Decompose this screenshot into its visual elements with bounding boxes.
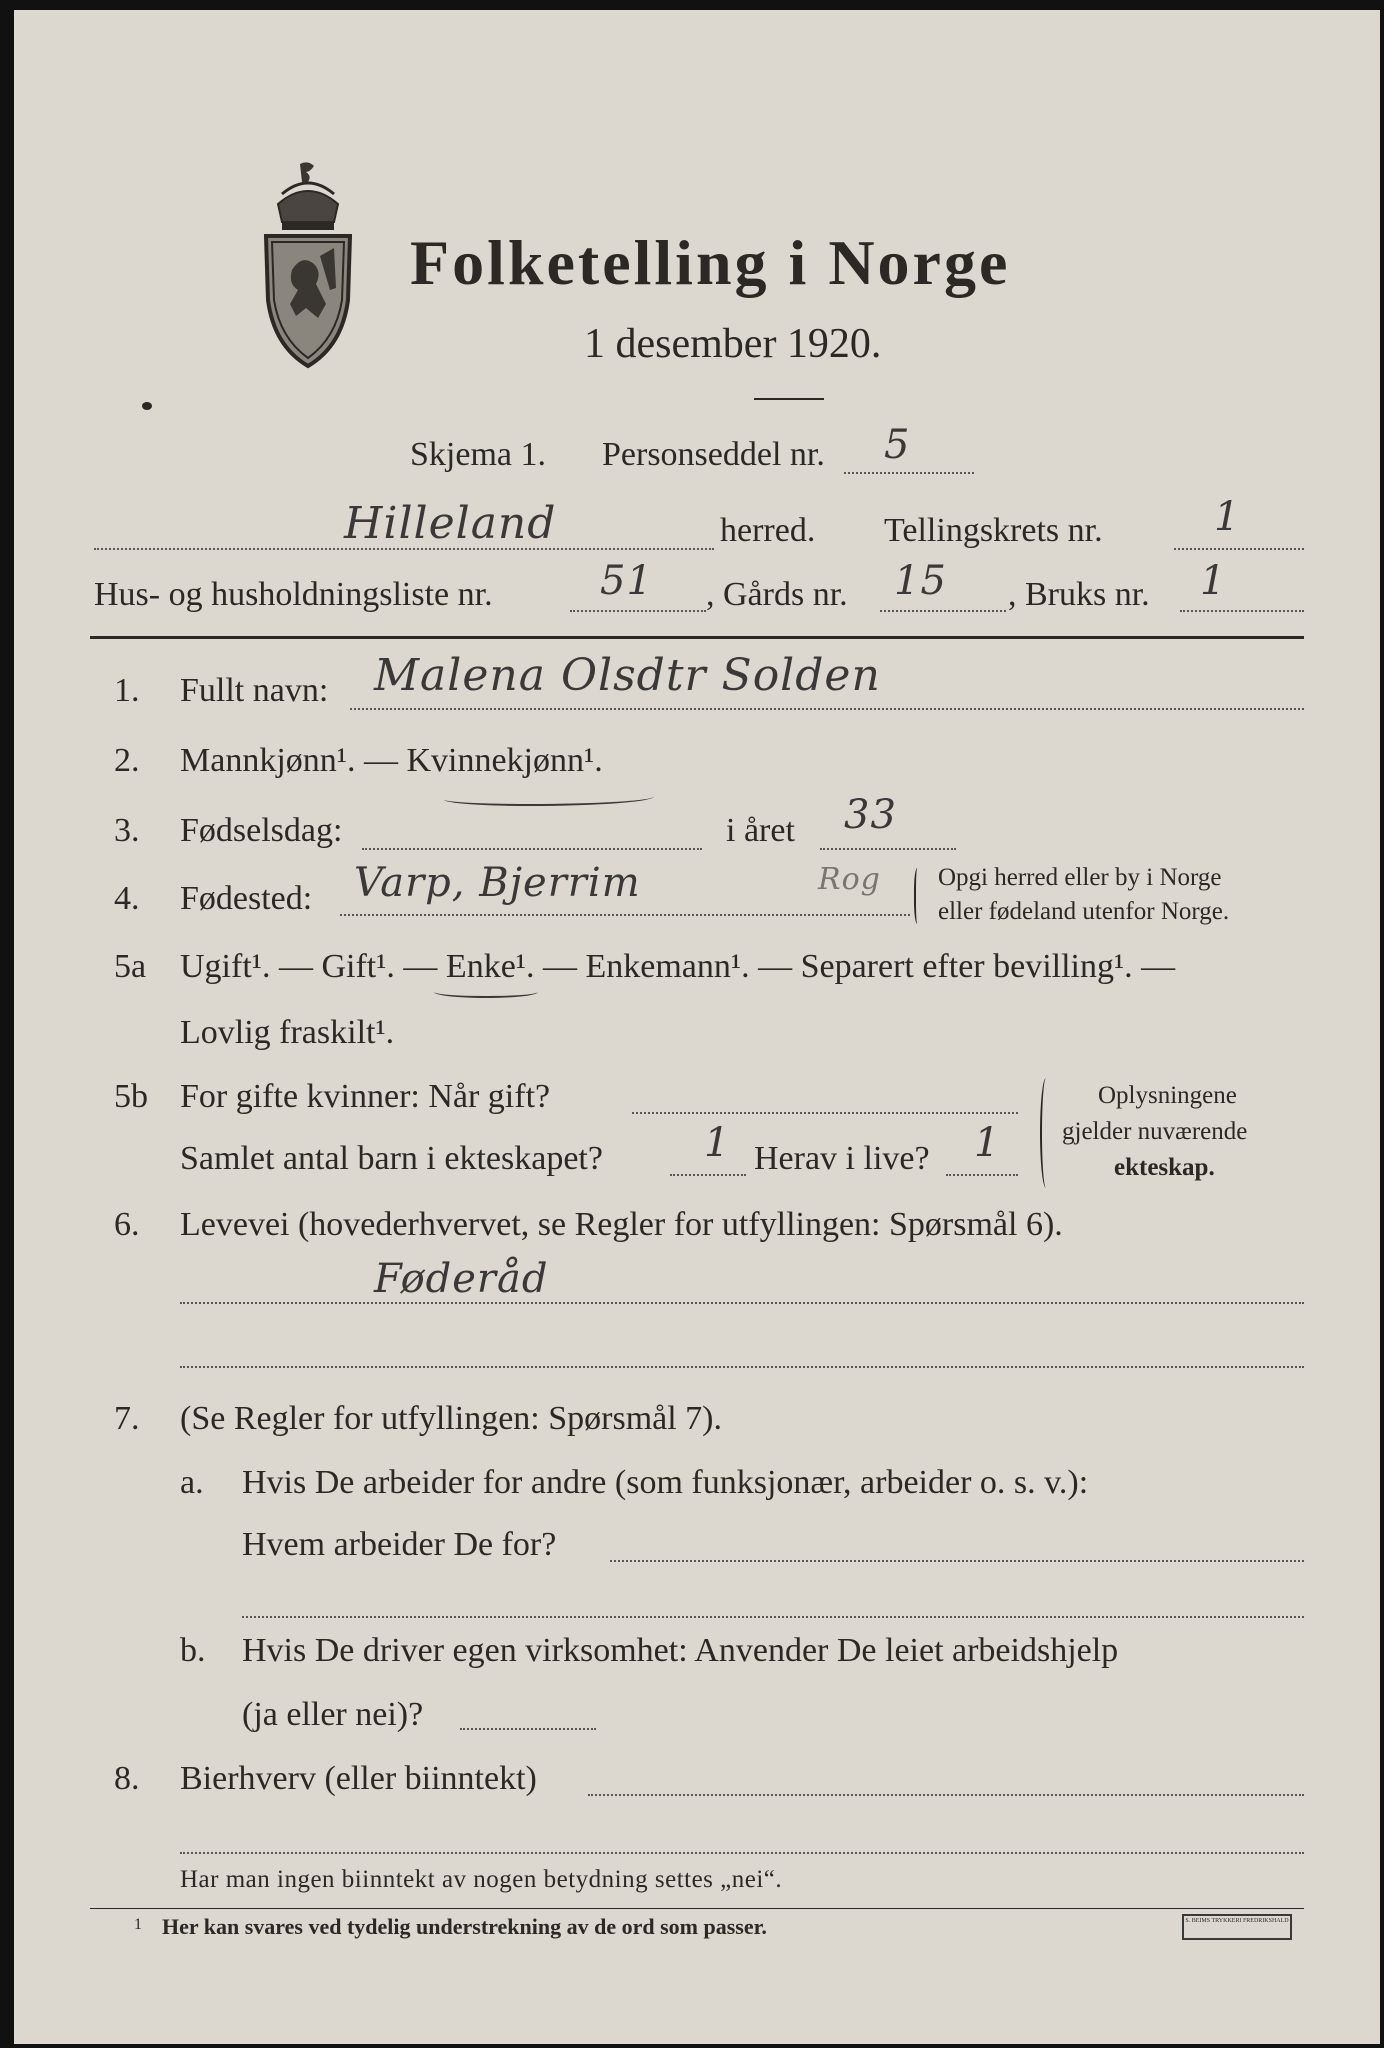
census-form-page bbox=[14, 10, 1380, 2044]
tellingskrets-label: Tellingskrets nr. bbox=[884, 512, 1103, 549]
q2-number: 2. bbox=[114, 742, 140, 779]
marital-options-2: Lovlig fraskilt¹. bbox=[180, 1014, 395, 1051]
footnote-text: Her kan svares ved tydelig understrekning av de ord som passer. bbox=[162, 1914, 767, 1939]
side-income-label: Bierhverv (eller biinntekt) bbox=[180, 1760, 537, 1797]
alive-line bbox=[946, 1174, 1018, 1176]
q3-label: Fødselsdag: bbox=[180, 812, 343, 849]
bruks-value: 1 bbox=[1200, 558, 1227, 604]
q5b-note-line1: Oplysningene bbox=[1098, 1082, 1237, 1109]
footnote-mark: 1 bbox=[134, 1916, 142, 1933]
year-label: i året bbox=[726, 812, 795, 849]
q7b-letter: b. bbox=[180, 1632, 206, 1669]
birthplace-note-line1: Opgi herred eller by i Norge bbox=[938, 864, 1222, 891]
q5b-note-line3: ekteskap. bbox=[1114, 1154, 1215, 1181]
personseddel-value: 5 bbox=[884, 422, 911, 468]
alive-label: Herav i live? bbox=[754, 1140, 930, 1177]
occupation-line-2 bbox=[180, 1366, 1304, 1368]
title-divider bbox=[754, 398, 824, 400]
gards-line bbox=[880, 610, 1006, 612]
employer-line bbox=[610, 1560, 1304, 1562]
q4-brace bbox=[914, 868, 922, 924]
gards-value: 15 bbox=[894, 558, 947, 604]
q6-number: 6. bbox=[114, 1206, 140, 1243]
birthplace-note-line2: eller fødeland utenfor Norge. bbox=[938, 898, 1230, 925]
herred-value: Hilleland bbox=[344, 498, 557, 549]
marital-underline bbox=[434, 986, 538, 998]
q7a-letter: a. bbox=[180, 1464, 204, 1501]
coat-of-arms-icon bbox=[262, 160, 354, 370]
section-rule bbox=[90, 636, 1304, 639]
year-line bbox=[820, 848, 956, 850]
birth-year-value: 33 bbox=[844, 792, 897, 838]
q8-number: 8. bbox=[114, 1760, 140, 1797]
personseddel-label: Personseddel nr. bbox=[602, 436, 825, 473]
gards-label: , Gårds nr. bbox=[706, 576, 848, 613]
q5b-number: 5b bbox=[114, 1078, 148, 1115]
q1-label: Fullt navn: bbox=[180, 672, 329, 709]
hired-help-label: (ja eller nei)? bbox=[242, 1696, 424, 1733]
q7-number: 7. bbox=[114, 1400, 140, 1437]
birthplace-line bbox=[340, 914, 910, 916]
q5b-brace bbox=[1040, 1078, 1052, 1188]
children-line bbox=[670, 1174, 746, 1176]
children-label: Samlet antal barn i ekteskapet? bbox=[180, 1140, 603, 1177]
hus-line bbox=[570, 610, 706, 612]
schema-label: Skjema 1. bbox=[410, 436, 546, 473]
birthplace-extra: Rog bbox=[818, 862, 881, 897]
full-name-value: Malena Olsdtr Solden bbox=[374, 650, 881, 701]
birthplace-value: Varp, Bjerrim bbox=[354, 860, 641, 906]
ink-dot bbox=[142, 402, 152, 410]
occupation-label: Levevei (hovederhvervet, se Regler for utfyllingen: Spørsmål 6). bbox=[180, 1206, 1063, 1243]
q7b-text: Hvis De driver egen virksomhet: Anvender De leiet arbeidshjelp bbox=[242, 1632, 1119, 1669]
occupation-line-1 bbox=[180, 1302, 1304, 1304]
q1-line bbox=[350, 708, 1304, 710]
census-date: 1 desember 1920. bbox=[584, 321, 882, 367]
occupation-value: Føderåd bbox=[374, 1256, 549, 1302]
hus-label: Hus- og husholdningsliste nr. bbox=[94, 576, 493, 613]
footnote-rule bbox=[90, 1908, 1304, 1909]
gender-underline bbox=[444, 790, 654, 806]
q5a-number: 5a bbox=[114, 948, 147, 985]
q5b-note-line2: gjelder nuværende bbox=[1062, 1118, 1248, 1145]
married-when-label: For gifte kvinner: Når gift? bbox=[180, 1078, 551, 1115]
employer-label: Hvem arbeider De for? bbox=[242, 1526, 557, 1563]
form-title: Folketelling i Norge bbox=[410, 227, 1011, 298]
herred-label: herred. bbox=[720, 512, 816, 549]
printer-stamp: S. BEIMS TRYKKERI FREDRIKSHALD bbox=[1182, 1914, 1292, 1940]
q7-label: (Se Regler for utfyllingen: Spørsmål 7). bbox=[180, 1400, 723, 1437]
q7a-text: Hvis De arbeider for andre (som funksjonær, arbeider o. s. v.): bbox=[242, 1464, 1089, 1501]
employer-line-2 bbox=[242, 1616, 1304, 1618]
alive-value: 1 bbox=[974, 1120, 1001, 1166]
tellingskrets-line bbox=[1174, 548, 1304, 550]
bruks-line bbox=[1180, 610, 1304, 612]
children-value: 1 bbox=[704, 1120, 731, 1166]
personseddel-line bbox=[844, 472, 974, 474]
gender-options: Mannkjønn¹. — Kvinnekjønn¹. bbox=[180, 742, 603, 779]
bruks-label: , Bruks nr. bbox=[1008, 576, 1150, 613]
q1-number: 1. bbox=[114, 672, 140, 709]
tellingskrets-value: 1 bbox=[1214, 494, 1241, 540]
married-when-line bbox=[632, 1112, 1018, 1114]
side-income-line bbox=[588, 1794, 1304, 1796]
birthday-line bbox=[362, 848, 702, 850]
marital-options: Ugift¹. — Gift¹. — Enke¹. — Enkemann¹. — Separert efter bevilling¹. — bbox=[180, 948, 1176, 985]
q3-number: 3. bbox=[114, 812, 140, 849]
q4-number: 4. bbox=[114, 880, 140, 917]
side-income-note: Har man ingen biinntekt av nogen betydning settes „nei“. bbox=[180, 1866, 783, 1893]
side-income-line-2 bbox=[180, 1852, 1304, 1854]
q4-label: Fødested: bbox=[180, 880, 313, 917]
hired-help-line bbox=[460, 1728, 596, 1730]
hus-value: 51 bbox=[600, 558, 653, 604]
